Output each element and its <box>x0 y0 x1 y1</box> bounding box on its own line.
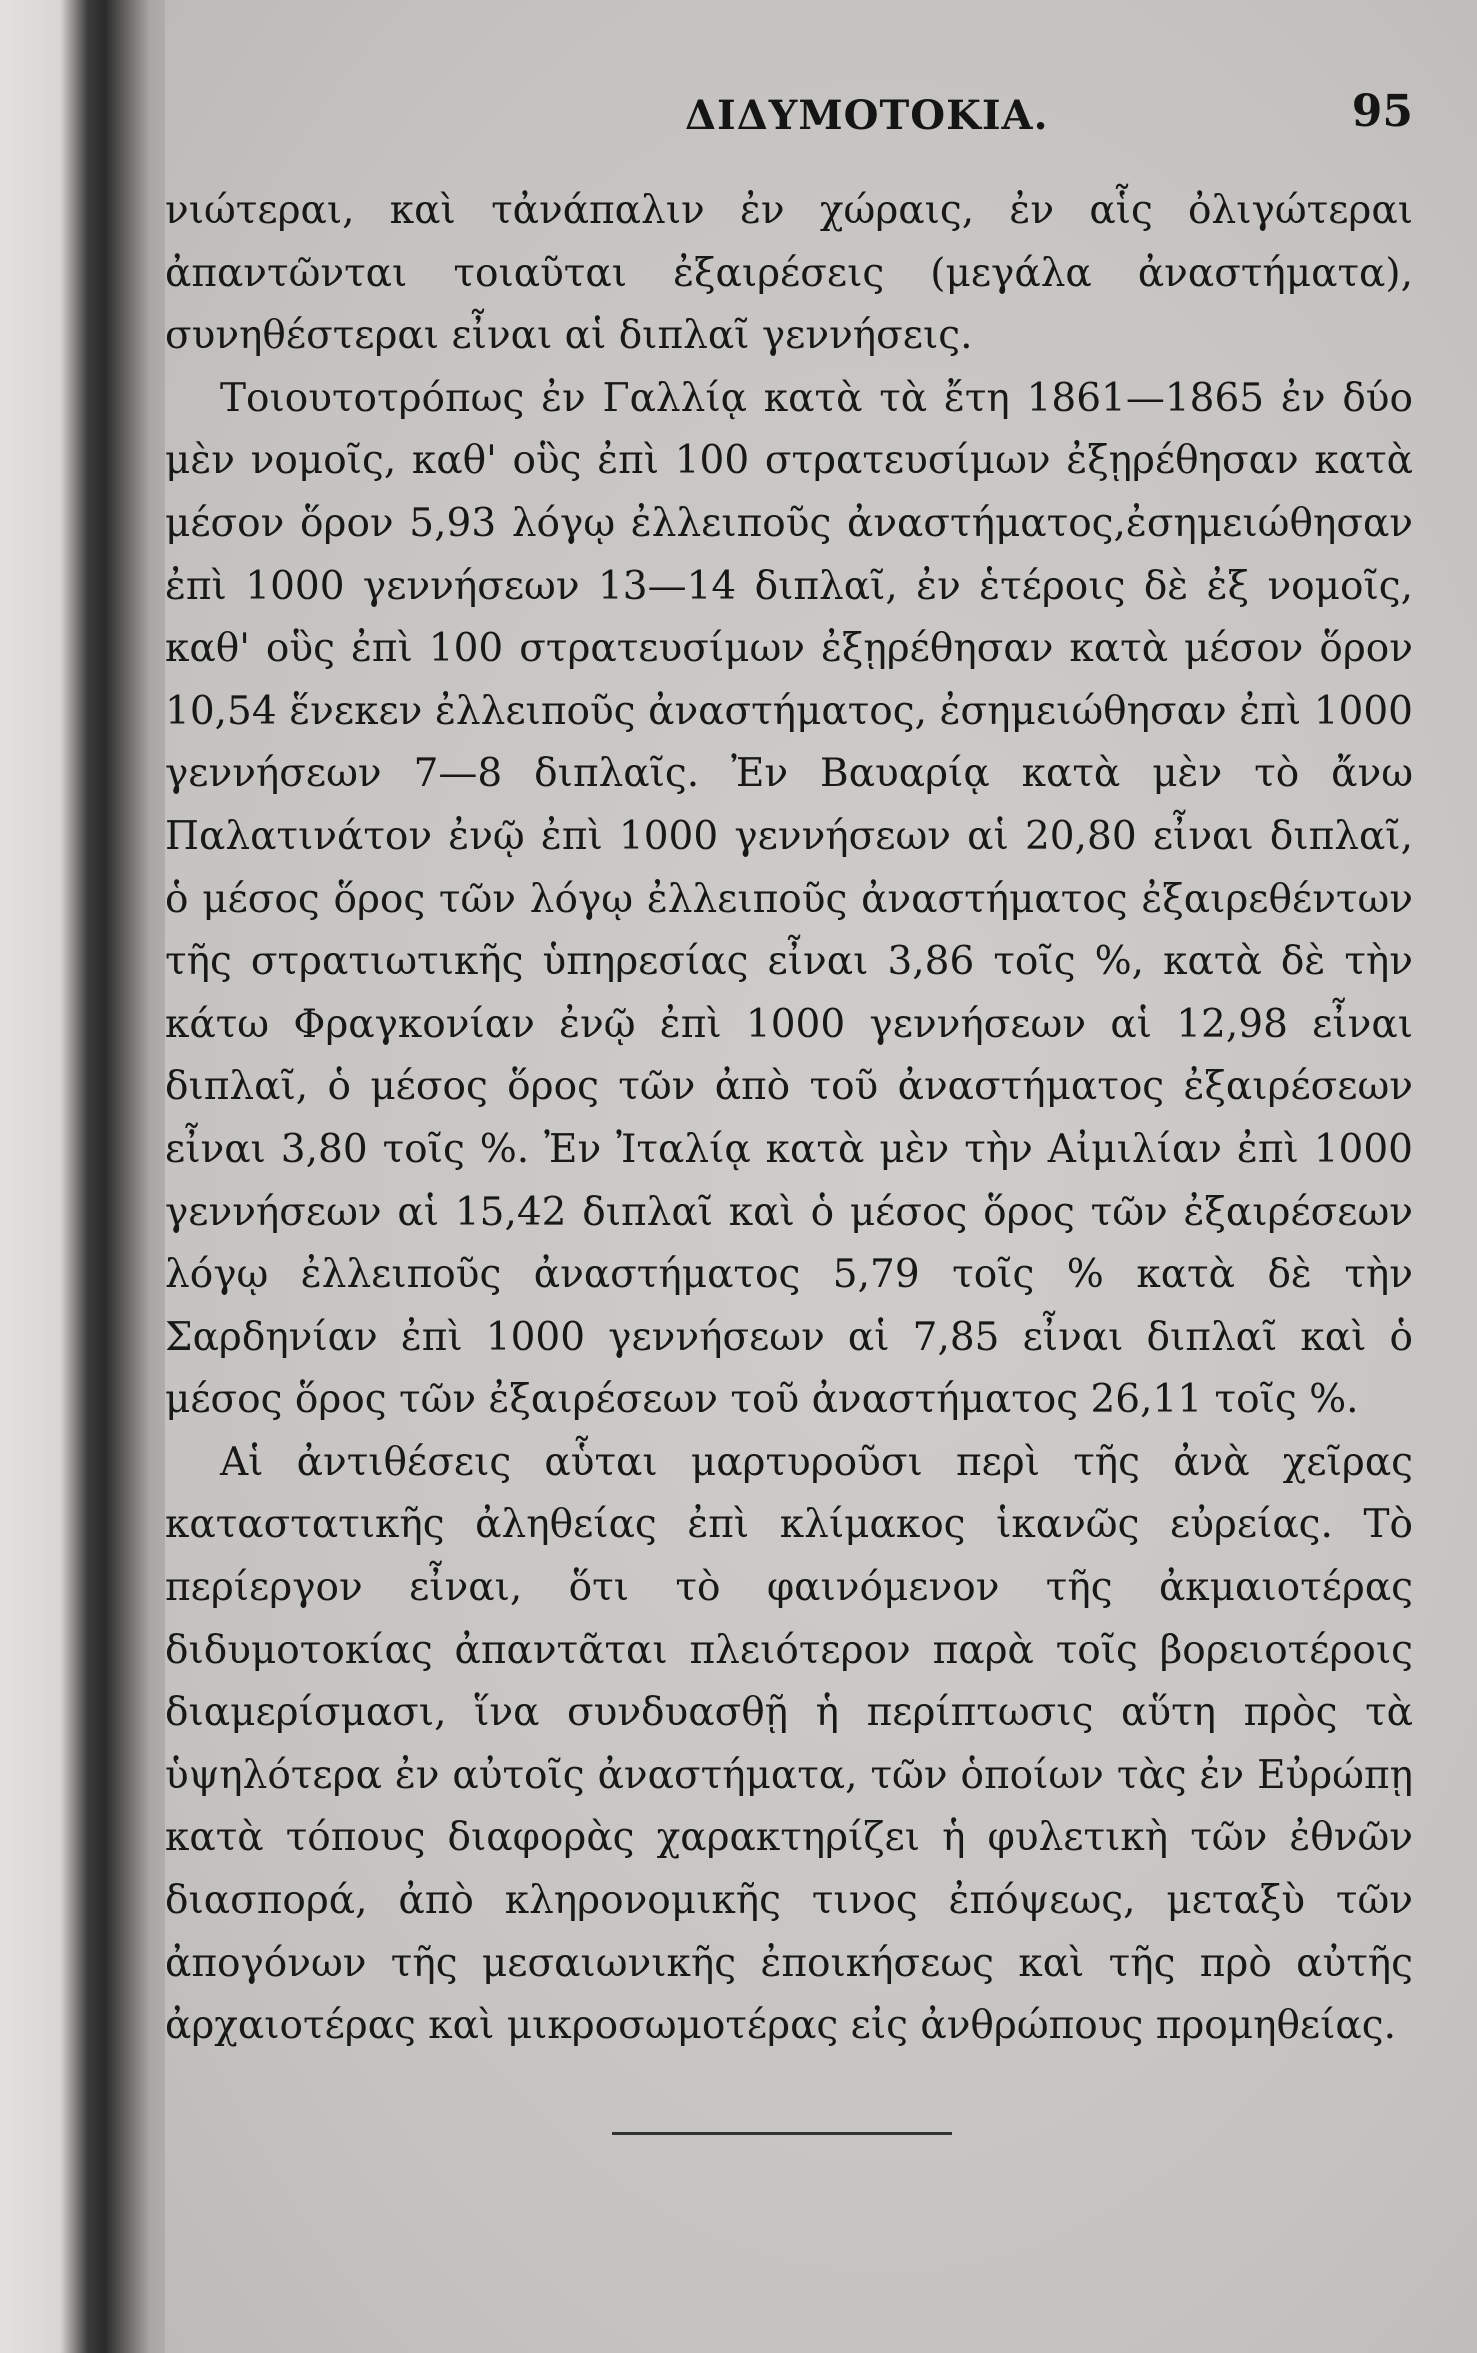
paragraph-statistics: Τοιουτοτρόπως ἐν Γαλλίᾳ κατὰ τὰ ἔτη 1861—1865 ἐν δύο μὲν νομοῖς, καθ' οὓς ἐπὶ 100 στρατευσίμων ἐξῃρέθησαν κατὰ μέσον ὅρον 5,93 λόγῳ ἐλλειποῦς ἀναστήματος,ἐσημειώθησαν ἐπὶ 1000 γεννήσεων 13—14 διπλαῖ, ἐν ἑτέροις δὲ ἐξ νομοῖς, καθ' οὓς ἐπὶ 100 στρατευσίμων ἐξῃρέθησαν κατὰ μέσον ὅρον 10,54 ἕνεκεν ἐλλειποῦς ἀναστήματος, ἐσημειώθησαν ἐπὶ 1000 γεννήσεων 7—8 διπλαῖς. Ἐν Βαυαρίᾳ κατὰ μὲν τὸ ἄνω Παλατινάτον ἐνῷ ἐπὶ 1000 γεννήσεων αἱ 20,80 εἶναι διπλαῖ, ὁ μέσος ὅρος τῶν λόγῳ ἐλλειποῦς ἀναστήματος ἐξαιρεθέντων τῆς στρατιωτικῆς ὑπηρεσίας εἶναι 3,86 τοῖς %, κατὰ δὲ τὴν κάτω Φραγκονίαν ἐνῷ ἐπὶ 1000 γεννήσεων αἱ 12,98 εἶναι διπλαῖ, ὁ μέσος ὅρος τῶν ἀπὸ τοῦ ἀναστήματος ἐξαιρέσεων εἶναι 3,80 τοῖς %. Ἐν Ἰταλίᾳ κατὰ μὲν τὴν Αἰμιλίαν ἐπὶ 1000 γεννήσεων αἱ 15,42 διπλαῖ καὶ ὁ μέσος ὅρος τῶν ἐξαιρέσεων λόγῳ ἐλλειποῦς ἀναστήματος 5,79 τοῖς % κατὰ δὲ τὴν Σαρδηνίαν ἐπὶ 1000 γεννήσεων αἱ 7,85 εἶναι διπλαῖ καὶ ὁ μέσος ὅρος τῶν ἐξαιρέσεων τοῦ ἀναστήματος 26,11 τοῖς %. <box>165 375 1413 1423</box>
paragraph-continuation: νιώτεραι, καὶ τἀνάπαλιν ἐν χώραις, ἐν αἷς ὀλιγώτεραι ἀπαντῶνται τοιαῦται ἐξαιρέσεις (μεγάλα ἀναστήματα), συνηθέστεραι εἶναι αἱ διπλαῖ γεννήσεις. <box>165 188 1413 359</box>
page-header <box>165 86 1413 152</box>
running-head: ΔΙΔΥΜΟΤΟΚΙΑ. <box>685 92 1049 139</box>
footnote-rule <box>612 2132 952 2135</box>
paragraph-conclusion: Αἱ ἀντιθέσεις αὗται μαρτυροῦσι περὶ τῆς ἀνὰ χεῖρας καταστατικῆς ἀληθείας ἐπὶ κλίμακος ἱκανῶς εὐρείας. Τὸ περίεργον εἶναι, ὅτι τὸ φαινόμενον τῆς ἀκμαιοτέρας διδυμοτοκίας ἀπαντᾶται πλειότερον παρὰ τοῖς βορειοτέροις διαμερίσμασι, ἵνα συνδυασθῇ ἡ περίπτωσις αὕτη πρὸς τὰ ὑψηλότερα ἐν αὐτοῖς ἀναστήματα, τῶν ὁποίων τὰς ἐν Εὐρώπῃ κατὰ τόπους διαφορὰς χαρακτηρίζει ἡ φυλετικὴ τῶν ἐθνῶν διασπορά, ἀπὸ κληρονομικῆς τινος ἐπόψεως, μεταξὺ τῶν ἀπογόνων τῆς μεσαιωνικῆς ἐποικήσεως καὶ τῆς πρὸ αὐτῆς ἀρχαιοτέρας καὶ μικροσωμοτέρας εἰς ἀνθρώπους προμηθείας. <box>165 1439 1413 2049</box>
page-number: 95 <box>1351 86 1413 137</box>
body-text <box>165 180 1413 2080</box>
book-page <box>165 0 1477 2353</box>
